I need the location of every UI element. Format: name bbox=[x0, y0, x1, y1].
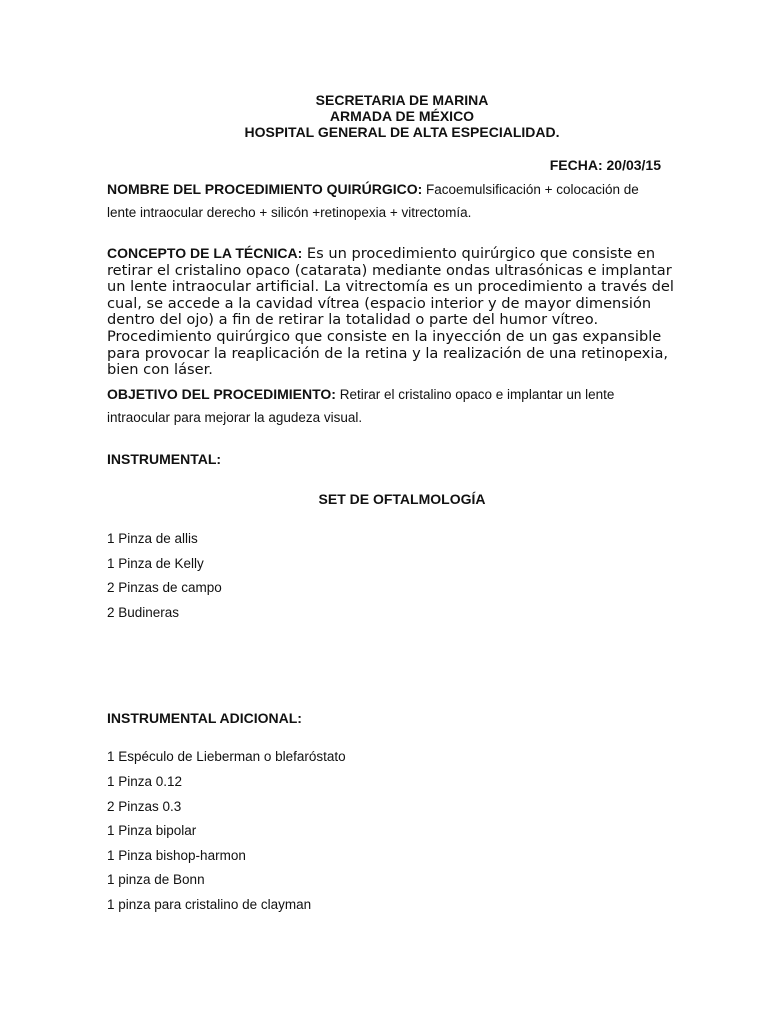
objetivo-line-1 bbox=[107, 382, 614, 407]
instrumental-adicional-heading: INSTRUMENTAL ADICIONAL: bbox=[107, 710, 302, 726]
procedimiento-line-1 bbox=[107, 177, 687, 202]
set-title: SET DE OFTALMOLOGÍA bbox=[318, 491, 486, 507]
list-item: 1 Pinza 0.12 bbox=[107, 774, 183, 789]
procedimiento-text-1: Facoemulsificación + colocación de bbox=[426, 182, 639, 197]
concepto-line: dentro del ojo) a fin de retirar la totalidad o parte del humor vítreo. bbox=[107, 311, 599, 329]
instrumental-heading: INSTRUMENTAL: bbox=[107, 451, 222, 467]
list-item: 1 pinza de Bonn bbox=[107, 872, 205, 887]
concepto-line: cual, se accede a la cavidad vítrea (espacio interior y de mayor dimensión bbox=[107, 294, 652, 312]
concepto-line: un lente intraocular artificial. La vitrectomía es un procedimiento a través del bbox=[107, 278, 674, 296]
list-item: 1 Espéculo de Lieberman o blefaróstato bbox=[107, 749, 346, 764]
objetivo-label: OBJETIVO DEL PROCEDIMIENTO: bbox=[107, 386, 336, 402]
list-item: 1 pinza para cristalino de clayman bbox=[107, 897, 312, 912]
concepto-line: Procedimiento quirúrgico que consiste en la inyección de un gas expansible bbox=[107, 327, 662, 345]
procedimiento-text-2: lente intraocular derecho + silicón +retinopexia + vitrectomía. bbox=[107, 205, 472, 220]
list-item: 2 Budineras bbox=[107, 605, 180, 620]
fecha: FECHA: 20/03/15 bbox=[549, 157, 661, 173]
list-item: 1 Pinza bishop-harmon bbox=[107, 848, 246, 863]
concepto-text: Es un procedimiento quirúrgico que consiste en bbox=[306, 245, 656, 262]
concepto-line: para provocar la reaplicación de la retina y la realización de una retinopexia, bbox=[107, 344, 669, 362]
list-item: 2 Pinzas de campo bbox=[107, 580, 222, 595]
header-line-3: HOSPITAL GENERAL DE ALTA ESPECIALIDAD. bbox=[244, 124, 560, 140]
list-item: 1 Pinza de allis bbox=[107, 531, 198, 546]
concepto-line: retirar el cristalino opaco (catarata) mediante ondas ultrasónicas e implantar bbox=[107, 261, 672, 279]
list-item: 2 Pinzas 0.3 bbox=[107, 799, 182, 814]
list-item: 1 Pinza bipolar bbox=[107, 823, 197, 838]
list-item: 1 Pinza de Kelly bbox=[107, 556, 204, 571]
concepto-line: bien con láser. bbox=[107, 361, 213, 379]
objetivo-text-2: intraocular para mejorar la agudeza visual. bbox=[107, 410, 363, 425]
concepto-paragraph bbox=[107, 245, 707, 379]
header-line-2: ARMADA DE MÉXICO bbox=[329, 108, 475, 124]
objetivo-text-1: Retirar el cristalino opaco e implantar un lente bbox=[339, 387, 615, 402]
procedimiento-label: NOMBRE DEL PROCEDIMIENTO QUIRÚRGICO: bbox=[107, 181, 423, 197]
concepto-line bbox=[107, 245, 707, 263]
concepto-label: CONCEPTO DE LA TÉCNICA: bbox=[107, 245, 303, 261]
header-line-1: SECRETARIA DE MARINA bbox=[315, 92, 489, 108]
